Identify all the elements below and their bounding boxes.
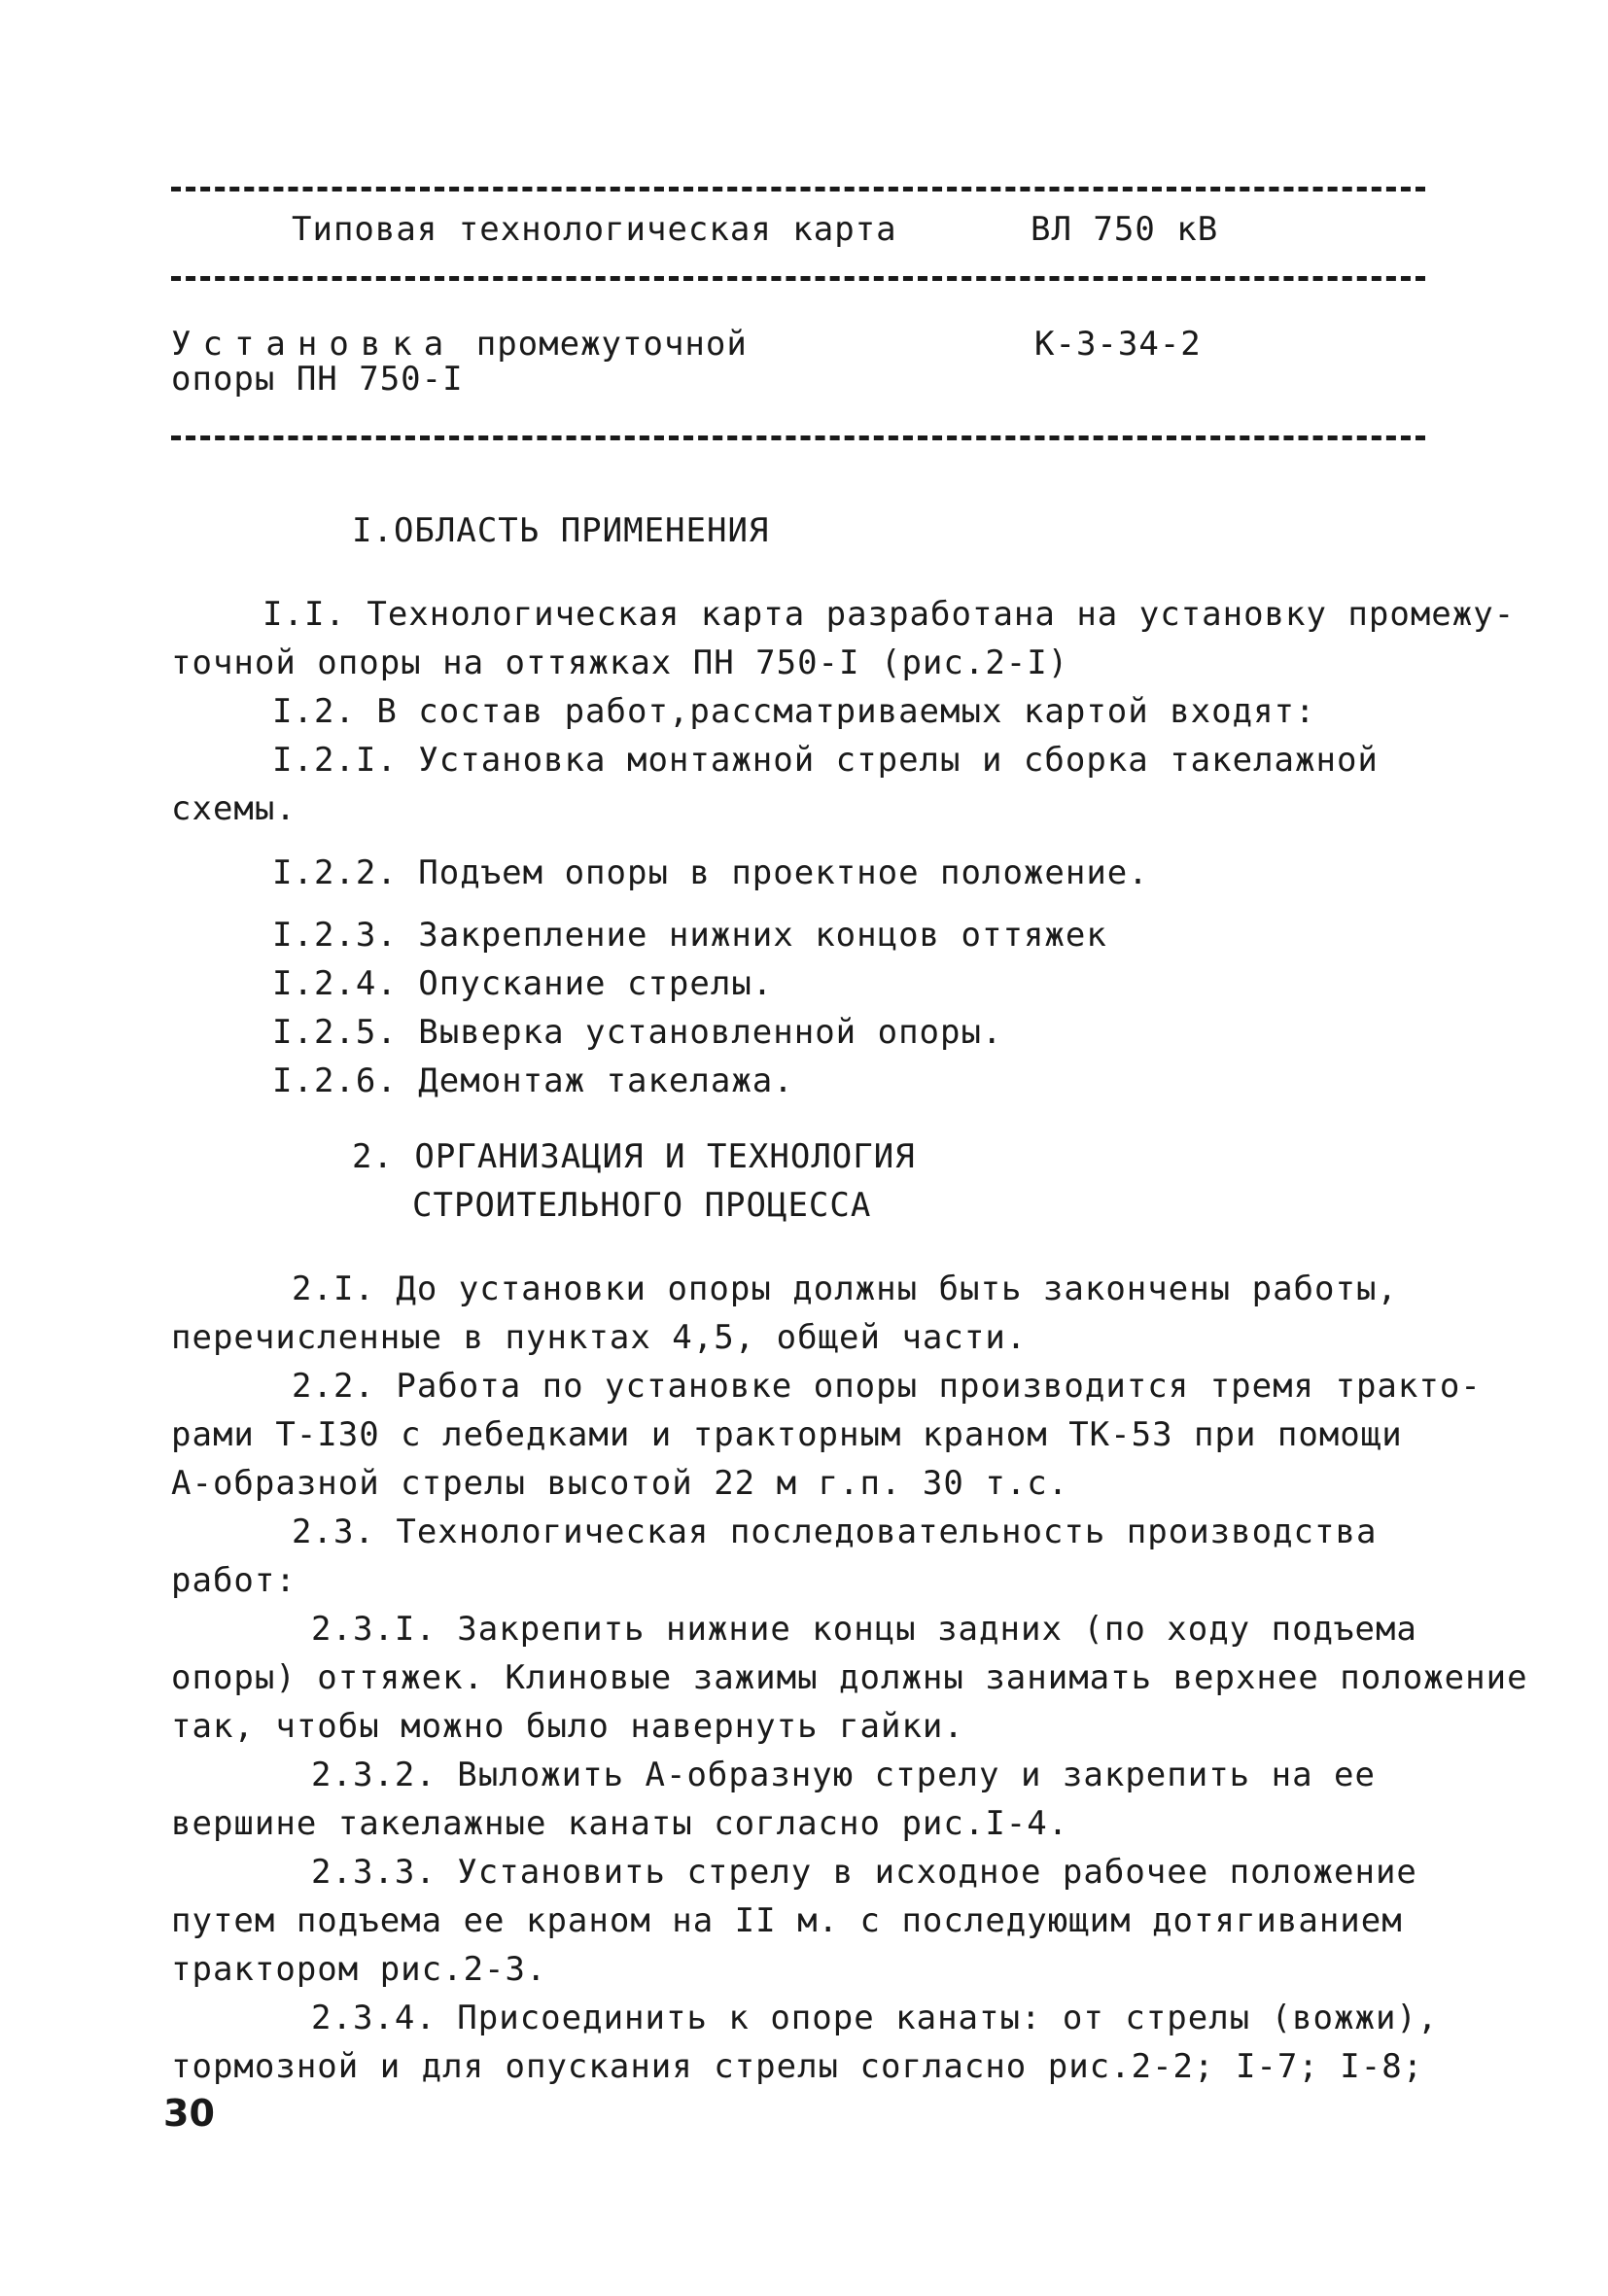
line-code: ВЛ 750 кВ [1031, 210, 1219, 249]
paragraph-2-3-line-2: работ: [171, 1561, 297, 1600]
paragraph-2-3-2-line-1: 2.3.2. Выложить А-образную стрелу и закрепить на ее [311, 1756, 1376, 1794]
card-code: К-3-34-2 [1034, 325, 1202, 364]
card-title-spaced: Установка [171, 325, 456, 364]
dashed-rule [171, 276, 1425, 281]
paragraph-2-3-3-line-1: 2.3.3. Установить стрелу в исходное рабочее положение [311, 1853, 1417, 1892]
paragraph-2-3-4-line-2: тормозной и для опускания стрелы согласно рис.2-2; I-7; I-8; [171, 2047, 1424, 2086]
dashed-rule [171, 187, 1425, 191]
paragraph-1-2-2: I.2.2. Подъем опоры в проектное положение. [272, 853, 1149, 892]
page-number: 30 [163, 2092, 215, 2135]
paragraph-2-2-line-3: А-образной стрелы высотой 22 м г.п. 30 т.с. [171, 1464, 1069, 1503]
paragraph-1-2-6: I.2.6. Демонтаж такелажа. [272, 1061, 794, 1100]
paragraph-2-3-2-line-2: вершине такелажные канаты согласно рис.I-4. [171, 1804, 1069, 1843]
paragraph-1-2-4: I.2.4. Опускание стрелы. [272, 964, 774, 1003]
card-title-line2: опоры ПН 750-I [171, 360, 464, 399]
paragraph-2-3-1-line-3: так, чтобы можно было навернуть гайки. [171, 1707, 964, 1746]
card-title-rest: промежуточной [475, 325, 748, 364]
paragraph-1-2: I.2. В состав работ,рассматриваемых картой входят: [272, 692, 1316, 731]
section-2-heading-line-1: 2. ОРГАНИЗАЦИЯ И ТЕХНОЛОГИЯ [352, 1137, 916, 1176]
paragraph-2-1-line-2: перечисленные в пунктах 4,5, общей части. [171, 1318, 1028, 1357]
paragraph-1-1-line-2: точной опоры на оттяжках ПН 750-I (рис.2-I) [171, 644, 1069, 682]
paragraph-2-2-line-2: рами Т-I30 с лебедками и тракторным краном ТК-53 при помощи [171, 1415, 1403, 1454]
paragraph-1-2-3: I.2.3. Закрепление нижних концов оттяжек [272, 916, 1107, 955]
doc-type: Типовая технологическая карта [292, 210, 897, 249]
paragraph-1-2-1-line-1: I.2.I. Установка монтажной стрелы и сборка такелажной [272, 741, 1379, 780]
paragraph-2-3-1-line-2: опоры) оттяжек. Клиновые зажимы должны занимать верхнее положение [171, 1658, 1528, 1697]
paragraph-2-3-3-line-3: трактором рис.2-3. [171, 1950, 547, 1989]
paragraph-2-3-3-line-2: путем подъема ее краном на II м. с последующим дотягиванием [171, 1901, 1403, 1940]
paragraph-1-2-5: I.2.5. Выверка установленной опоры. [272, 1013, 1003, 1052]
paragraph-1-2-1-line-2: схемы. [171, 789, 297, 828]
dashed-rule [171, 435, 1425, 440]
section-2-heading-line-2: СТРОИТЕЛЬНОГО ПРОЦЕССА [412, 1186, 872, 1225]
paragraph-2-3-line-1: 2.3. Технологическая последовательность производства [292, 1513, 1378, 1551]
paragraph-2-2-line-1: 2.2. Работа по установке опоры производится тремя тракто- [292, 1367, 1482, 1406]
card-title [171, 325, 748, 364]
paragraph-1-1-line-1: I.I. Технологическая карта разработана на установку промежу- [262, 595, 1516, 634]
paragraph-2-3-1-line-1: 2.3.I. Закрепить нижние концы задних (по ходу подъема [311, 1610, 1417, 1649]
section-1-heading: I.ОБЛАСТЬ ПРИМЕНЕНИЯ [352, 511, 770, 550]
paragraph-2-3-4-line-1: 2.3.4. Присоединить к опоре канаты: от стрелы (вожжи), [311, 1999, 1439, 2037]
paragraph-2-1-line-1: 2.I. До установки опоры должны быть закончены работы, [292, 1270, 1398, 1308]
